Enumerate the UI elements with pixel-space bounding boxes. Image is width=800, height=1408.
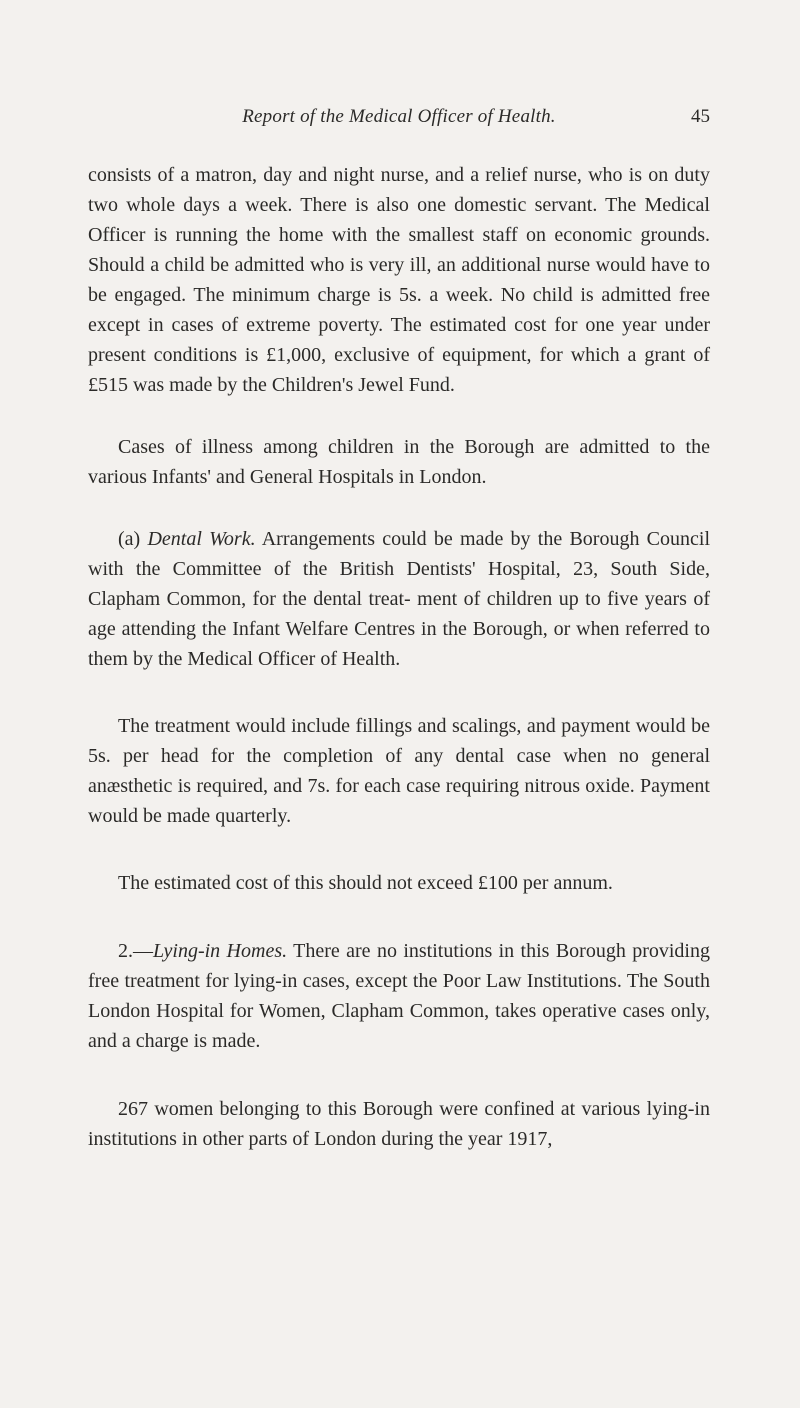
paragraph-lead-heading: Dental Work.	[147, 528, 256, 550]
document-body	[88, 160, 710, 1154]
page-number: 45	[691, 106, 710, 127]
paragraph-dental-work	[88, 524, 710, 674]
paragraph-home-staffing	[88, 160, 710, 400]
paragraph-text: Arrangements could be made by the Borough Council with the Committee of the British Dentists' Hospital, 23, South Side, Clapham Common, for the dental treat- ment of children up to five years of age attending the Infant Welfare Centres in the Borough, or when referred to them by the Medical Officer of Health.	[88, 528, 711, 670]
paragraph-text: The estimated cost of this should not exceed £100 per annum.	[118, 872, 613, 894]
paragraph-lead-prefix: 2.—	[118, 940, 153, 962]
paragraph-lead-prefix: (a)	[118, 528, 148, 550]
paragraph-text: There are no institutions in this Borough providing free treatment for lying-in cases, except the Poor Law Institutions. The South London Hospital for Women, Clapham Common, takes operative cases only, and a charge is made.	[88, 940, 710, 1052]
paragraph-treatment-payment	[88, 711, 710, 831]
paragraph-text: The treatment would include fillings and scalings, and payment would be 5s. per head for the completion of any dental case when no general anæsthetic is required, and 7s. for each case requiring nitrous oxide. Payment would be made quarterly.	[88, 715, 710, 827]
paragraph-lying-in-homes	[88, 936, 710, 1056]
paragraph-text: 267 women belonging to this Borough were confined at various lying-in institutions in other parts of London during the year 1917,	[88, 1098, 710, 1150]
page-header	[88, 106, 710, 136]
paragraph-lying-in-count	[88, 1094, 710, 1154]
running-title: Report of the Medical Officer of Health.	[242, 106, 556, 127]
paragraph-text: Cases of illness among children in the Borough are admitted to the various Infants' and General Hospitals in London.	[88, 436, 710, 488]
paragraph-text: consists of a matron, day and night nurse, and a relief nurse, who is on duty two whole days a week. There is also one domestic servant. The Medical Officer is running the home with the smallest staff on economic grounds. Should a child be admitted who is very ill, an additional nurse would have to be engaged. The minimum charge is 5s. a week. No child is admitted free except in cases of extreme poverty. The estimated cost for one year under present conditions is £1,000, exclusive of equipment, for which a grant of £515 was made by the Children's Jewel Fund.	[88, 164, 710, 396]
paragraph-estimated-cost	[88, 868, 710, 898]
paragraph-illness-cases	[88, 432, 710, 492]
paragraph-lead-heading: Lying-in Homes.	[153, 940, 288, 962]
